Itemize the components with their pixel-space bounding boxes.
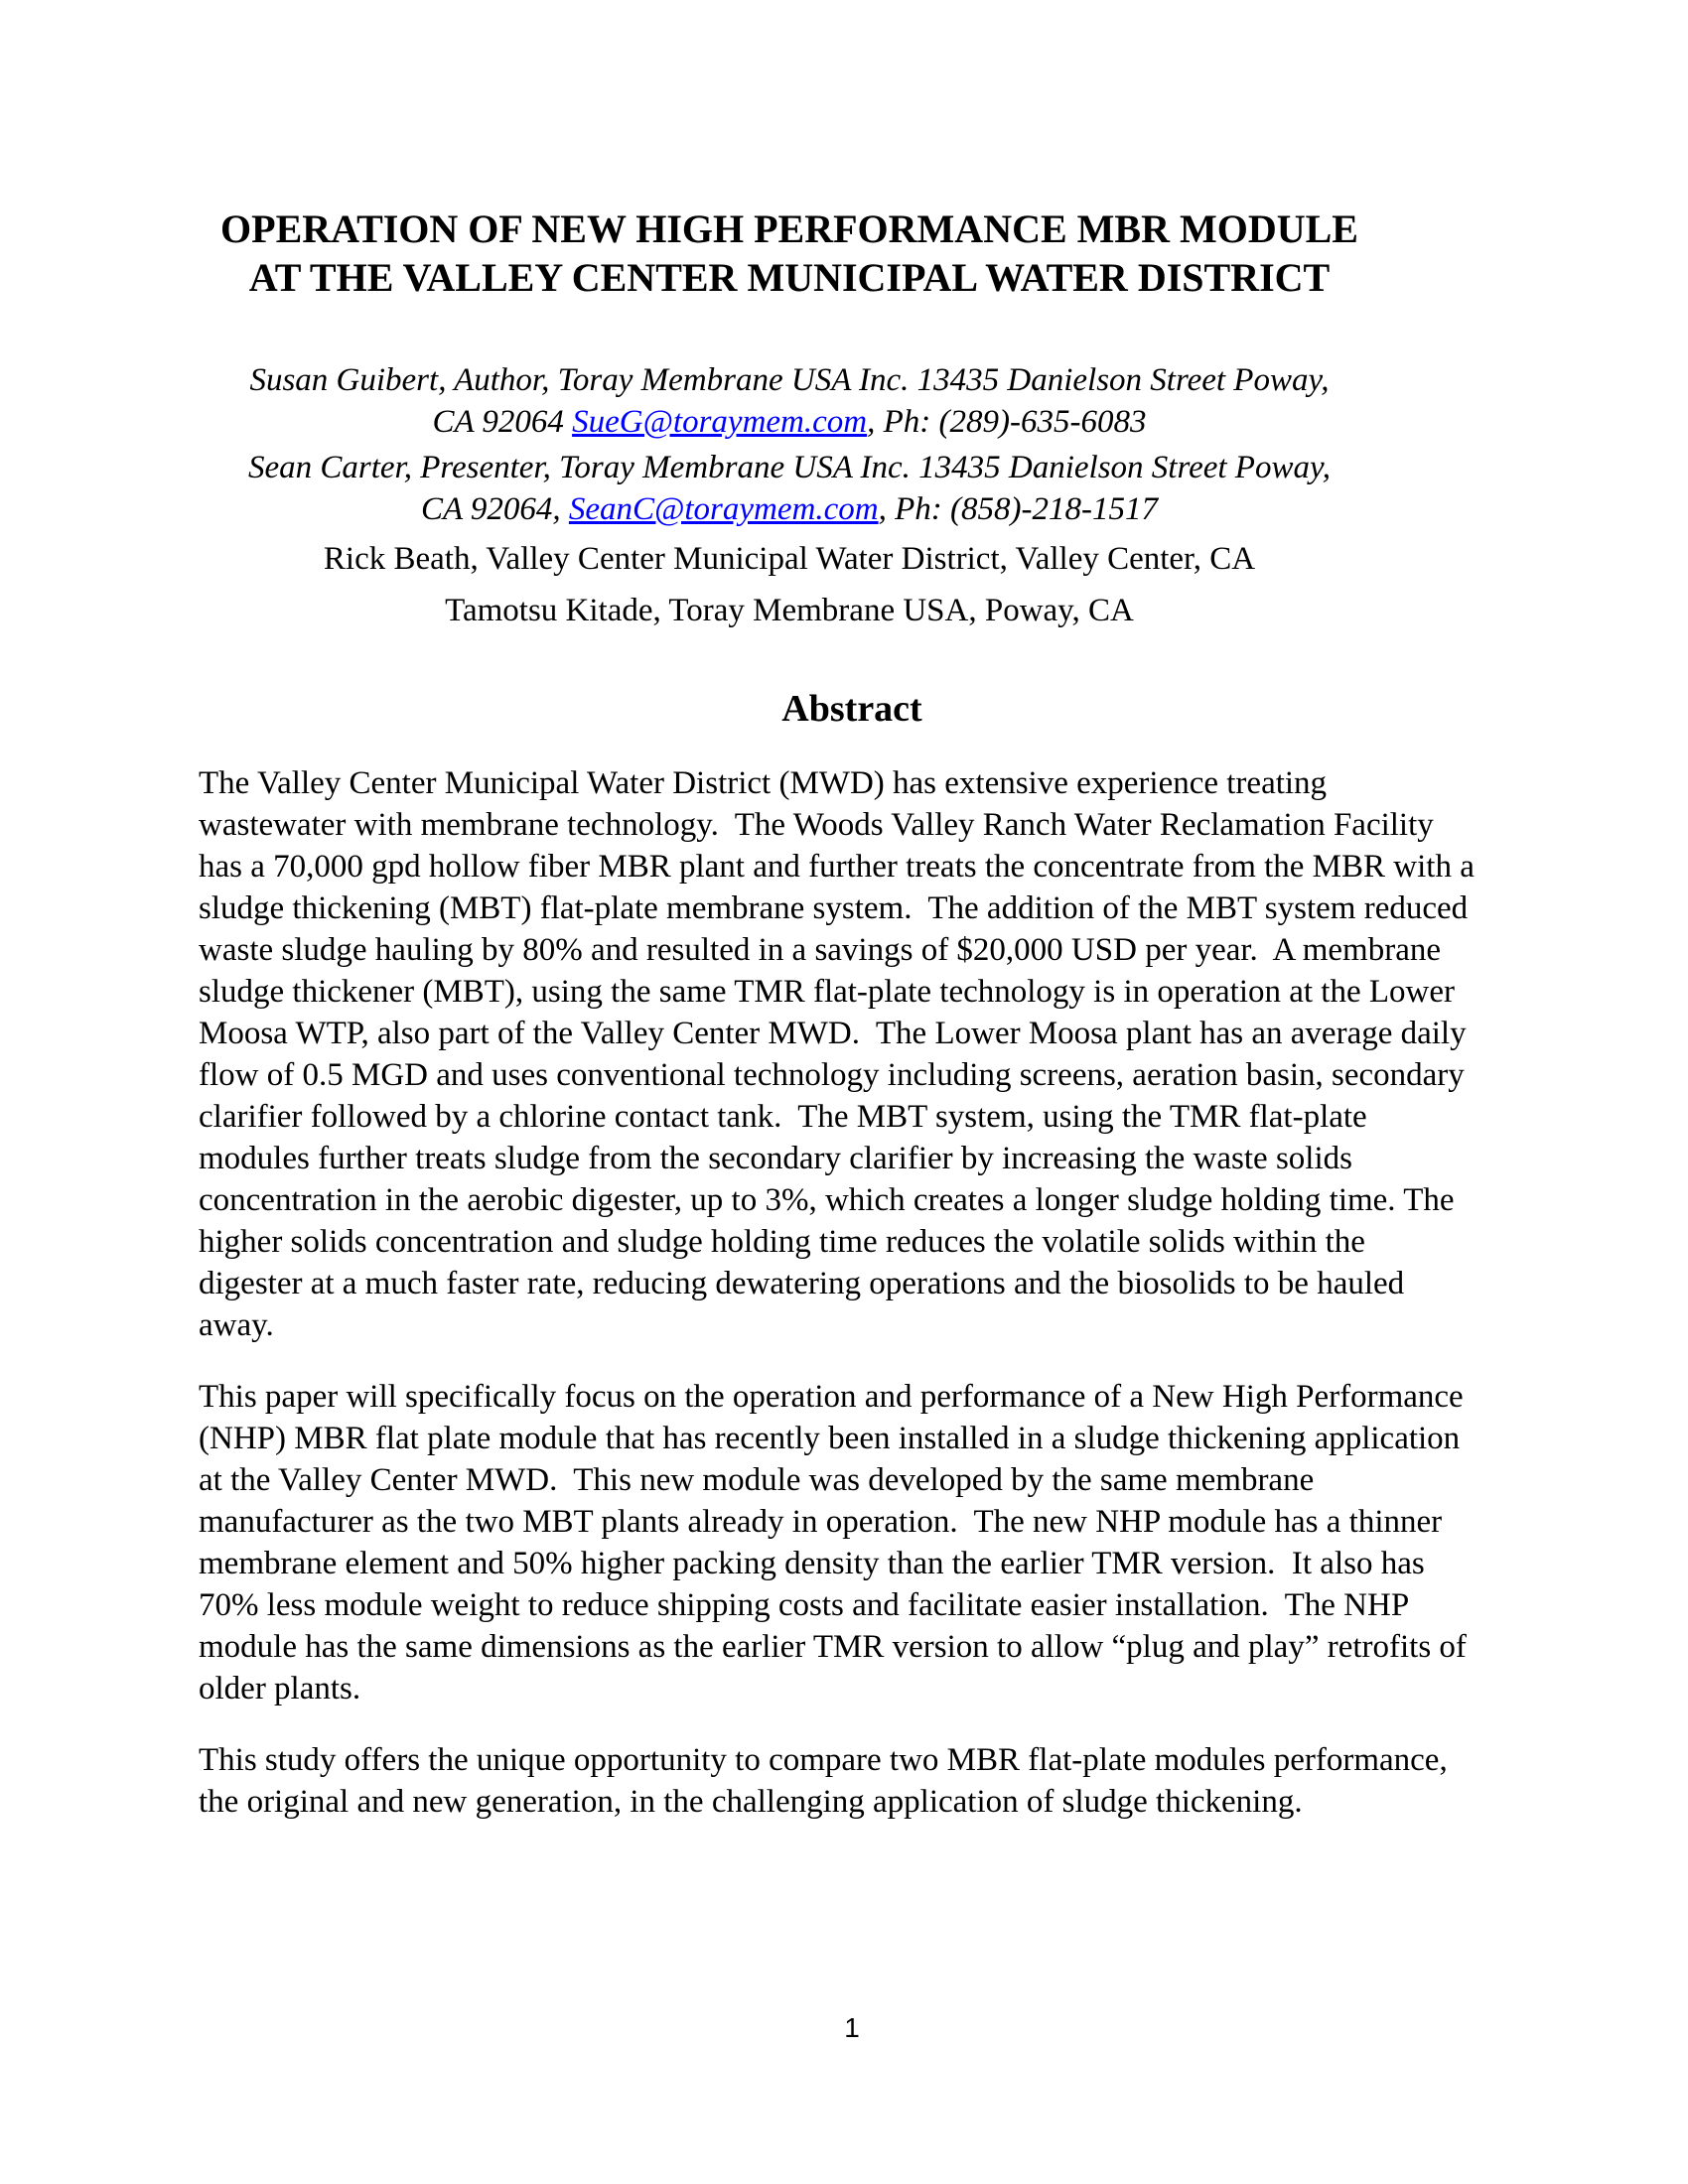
author2-name-line: Sean Carter, Presenter, Toray Membrane USA Inc. 13435 Danielson Street Poway,	[247, 450, 1332, 485]
text-line: This paper will specifically focus on the operation and performance of a New High Performance	[199, 1379, 1464, 1415]
author2-phone: , Ph: (858)-218-1517	[878, 491, 1158, 527]
text-line: Moosa WTP, also part of the Valley Center MWD. The Lower Moosa plant has an average daily	[199, 1016, 1467, 1051]
text-line: (NHP) MBR flat plate module that has recently been installed in a sludge thickening application	[199, 1421, 1461, 1456]
author2-contact-line	[199, 488, 1380, 530]
abstract-paragraph-1	[199, 762, 1519, 1346]
author1-email-link[interactable]: SueG@toraymem.com	[572, 404, 868, 440]
author-block	[199, 359, 1380, 631]
author4-line: Tamotsu Kitade, Toray Membrane USA, Poway, CA	[445, 593, 1134, 628]
text-line: The Valley Center Municipal Water District (MWD) has extensive experience treating	[199, 765, 1328, 801]
text-line: waste sludge hauling by 80% and resulted in a savings of $20,000 USD per year. A membrane	[199, 932, 1442, 968]
text-line: 70% less module weight to reduce shipping costs and facilitate easier installation. The NHP	[199, 1587, 1410, 1623]
text-line: flow of 0.5 MGD and uses conventional technology including screens, aeration basin, secondary	[199, 1057, 1465, 1093]
text-line: manufacturer as the two MBT plants already in operation. The new NHP module has a thinner	[199, 1504, 1443, 1540]
text-line: concentration in the aerobic digester, up to 3%, which creates a longer sludge holding time. The	[199, 1182, 1455, 1218]
author2-email-link[interactable]: SeanC@toraymem.com	[568, 491, 879, 527]
text-line: This study offers the unique opportunity to compare two MBR flat-plate modules performance,	[199, 1742, 1448, 1778]
abstract-paragraph-2	[199, 1376, 1519, 1709]
text-line: digester at a much faster rate, reducing dewatering operations and the biosolids to be hauled	[199, 1266, 1405, 1301]
author1-contact-line	[199, 401, 1380, 443]
paper-title-line-2: AT THE VALLEY CENTER MUNICIPAL WATER DISTRICT	[248, 255, 1331, 300]
author2-address: CA 92064,	[421, 491, 569, 527]
text-line: sludge thickener (MBT), using the same TMR flat-plate technology is in operation at the Lower	[199, 974, 1455, 1010]
text-line: wastewater with membrane technology. The Woods Valley Ranch Water Reclamation Facility	[199, 807, 1434, 843]
text-line: modules further treats sludge from the secondary clarifier by increasing the waste solids	[199, 1141, 1352, 1176]
abstract-paragraph-3	[199, 1739, 1519, 1823]
author1-name-line: Susan Guibert, Author, Toray Membrane USA Inc. 13435 Danielson Street Poway,	[249, 362, 1330, 398]
page-number: 1	[844, 2012, 860, 2043]
text-line: at the Valley Center MWD. This new module was developed by the same membrane	[199, 1462, 1315, 1498]
author3-line: Rick Beath, Valley Center Municipal Water District, Valley Center, CA	[323, 541, 1256, 577]
text-line: membrane element and 50% higher packing density than the earlier TMR version. It also has	[199, 1546, 1425, 1581]
abstract-body	[199, 762, 1519, 1852]
paper-title	[199, 205, 1380, 302]
text-line: module has the same dimensions as the earlier TMR version to allow “plug and play” retrofits of	[199, 1629, 1467, 1665]
text-line: has a 70,000 gpd hollow fiber MBR plant and further treats the concentrate from the MBR with a	[199, 849, 1475, 885]
text-line: older plants.	[199, 1671, 361, 1706]
text-line: the original and new generation, in the challenging application of sludge thickening.	[199, 1784, 1303, 1820]
text-line: sludge thickening (MBT) flat-plate membrane system. The addition of the MBT system reduced	[199, 890, 1469, 926]
text-line: higher solids concentration and sludge holding time reduces the volatile solids within the	[199, 1224, 1365, 1260]
abstract-heading: Abstract	[781, 688, 922, 730]
author1-address: CA 92064	[432, 404, 573, 440]
text-line: clarifier followed by a chlorine contact tank. The MBT system, using the TMR flat-plate	[199, 1099, 1367, 1135]
text-line: away.	[199, 1307, 274, 1343]
author1-phone: , Ph: (289)-635-6083	[867, 404, 1147, 440]
paper-title-line-1: OPERATION OF NEW HIGH PERFORMANCE MBR MODULE	[220, 206, 1358, 251]
